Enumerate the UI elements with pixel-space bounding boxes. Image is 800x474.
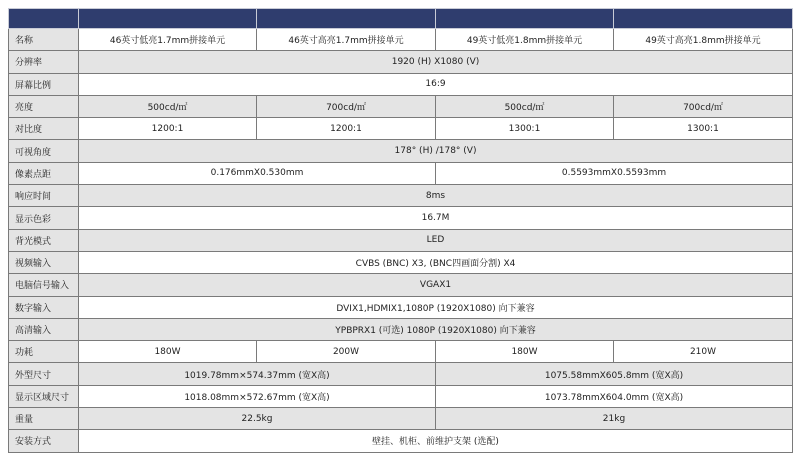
row-brightness — [9, 95, 793, 117]
spec-table-container — [8, 8, 792, 453]
cell: 500cd/㎡ — [436, 95, 614, 117]
table-header-row — [9, 9, 793, 29]
cell: 500cd/㎡ — [79, 95, 257, 117]
row-label: 电脑信号输入 — [9, 274, 79, 296]
row-digital-input — [9, 296, 793, 318]
cell: 21kg — [436, 408, 793, 430]
header-cell — [436, 9, 614, 29]
row-power — [9, 341, 793, 363]
row-label: 外型尺寸 — [9, 363, 79, 385]
spec-table — [8, 8, 793, 453]
cell: 0.5593mmX0.5593mm — [436, 162, 793, 184]
cell: 16.7M — [79, 207, 793, 229]
row-view-angle — [9, 140, 793, 162]
cell: 200W — [257, 341, 436, 363]
cell: CVBS (BNC) X3, (BNC四画面分割) X4 — [79, 251, 793, 273]
row-video-input — [9, 251, 793, 273]
cell: 178° (H) /178° (V) — [79, 140, 793, 162]
cell: LED — [79, 229, 793, 251]
cell: 16:9 — [79, 73, 793, 95]
row-label: 视频输入 — [9, 251, 79, 273]
row-label: 重量 — [9, 408, 79, 430]
header-cell — [614, 9, 793, 29]
row-display-area — [9, 385, 793, 407]
row-pc-input — [9, 274, 793, 296]
row-contrast — [9, 118, 793, 140]
header-cell — [79, 9, 257, 29]
row-label: 亮度 — [9, 95, 79, 117]
row-label: 数字输入 — [9, 296, 79, 318]
cell: 1075.58mmX605.8mm (宽X高) — [436, 363, 793, 385]
cell: 46英寸高亮1.7mm拼接单元 — [257, 29, 436, 51]
row-label: 响应时间 — [9, 185, 79, 207]
cell: DVIX1,HDMIX1,1080P (1920X1080) 向下兼容 — [79, 296, 793, 318]
row-label: 背光模式 — [9, 229, 79, 251]
cell: 49英寸低亮1.8mm拼接单元 — [436, 29, 614, 51]
header-cell — [257, 9, 436, 29]
row-label: 屏幕比例 — [9, 73, 79, 95]
row-label: 分辨率 — [9, 51, 79, 73]
cell: 700cd/㎡ — [614, 95, 793, 117]
row-label: 名称 — [9, 29, 79, 51]
cell: YPBPRX1 (可选) 1080P (1920X1080) 向下兼容 — [79, 318, 793, 340]
row-label: 高清输入 — [9, 318, 79, 340]
cell: 1073.78mmX604.0mm (宽X高) — [436, 385, 793, 407]
cell: 22.5kg — [79, 408, 436, 430]
row-weight — [9, 408, 793, 430]
row-colors — [9, 207, 793, 229]
row-label: 显示色彩 — [9, 207, 79, 229]
cell: 1200:1 — [79, 118, 257, 140]
row-resolution — [9, 51, 793, 73]
row-label: 安装方式 — [9, 430, 79, 452]
cell: VGAX1 — [79, 274, 793, 296]
row-backlight — [9, 229, 793, 251]
cell: 46英寸低亮1.7mm拼接单元 — [79, 29, 257, 51]
cell: 210W — [614, 341, 793, 363]
row-label: 功耗 — [9, 341, 79, 363]
cell: 1200:1 — [257, 118, 436, 140]
row-response — [9, 185, 793, 207]
cell: 1018.08mm×572.67mm (宽X高) — [79, 385, 436, 407]
row-mounting — [9, 430, 793, 452]
cell: 1300:1 — [614, 118, 793, 140]
cell: 180W — [79, 341, 257, 363]
cell: 180W — [436, 341, 614, 363]
row-pixel-pitch — [9, 162, 793, 184]
cell: 8ms — [79, 185, 793, 207]
cell: 1300:1 — [436, 118, 614, 140]
row-label: 对比度 — [9, 118, 79, 140]
row-dimensions — [9, 363, 793, 385]
cell: 1920 (H) X1080 (V) — [79, 51, 793, 73]
row-label: 显示区域尺寸 — [9, 385, 79, 407]
row-label: 可视角度 — [9, 140, 79, 162]
cell: 49英寸高亮1.8mm拼接单元 — [614, 29, 793, 51]
header-cell — [9, 9, 79, 29]
row-label: 像素点距 — [9, 162, 79, 184]
row-aspect — [9, 73, 793, 95]
cell: 壁挂、机柜、前维护支架 (选配) — [79, 430, 793, 452]
row-hd-input — [9, 318, 793, 340]
cell: 0.176mmX0.530mm — [79, 162, 436, 184]
cell: 1019.78mm×574.37mm (宽X高) — [79, 363, 436, 385]
cell: 700cd/㎡ — [257, 95, 436, 117]
row-name — [9, 29, 793, 51]
